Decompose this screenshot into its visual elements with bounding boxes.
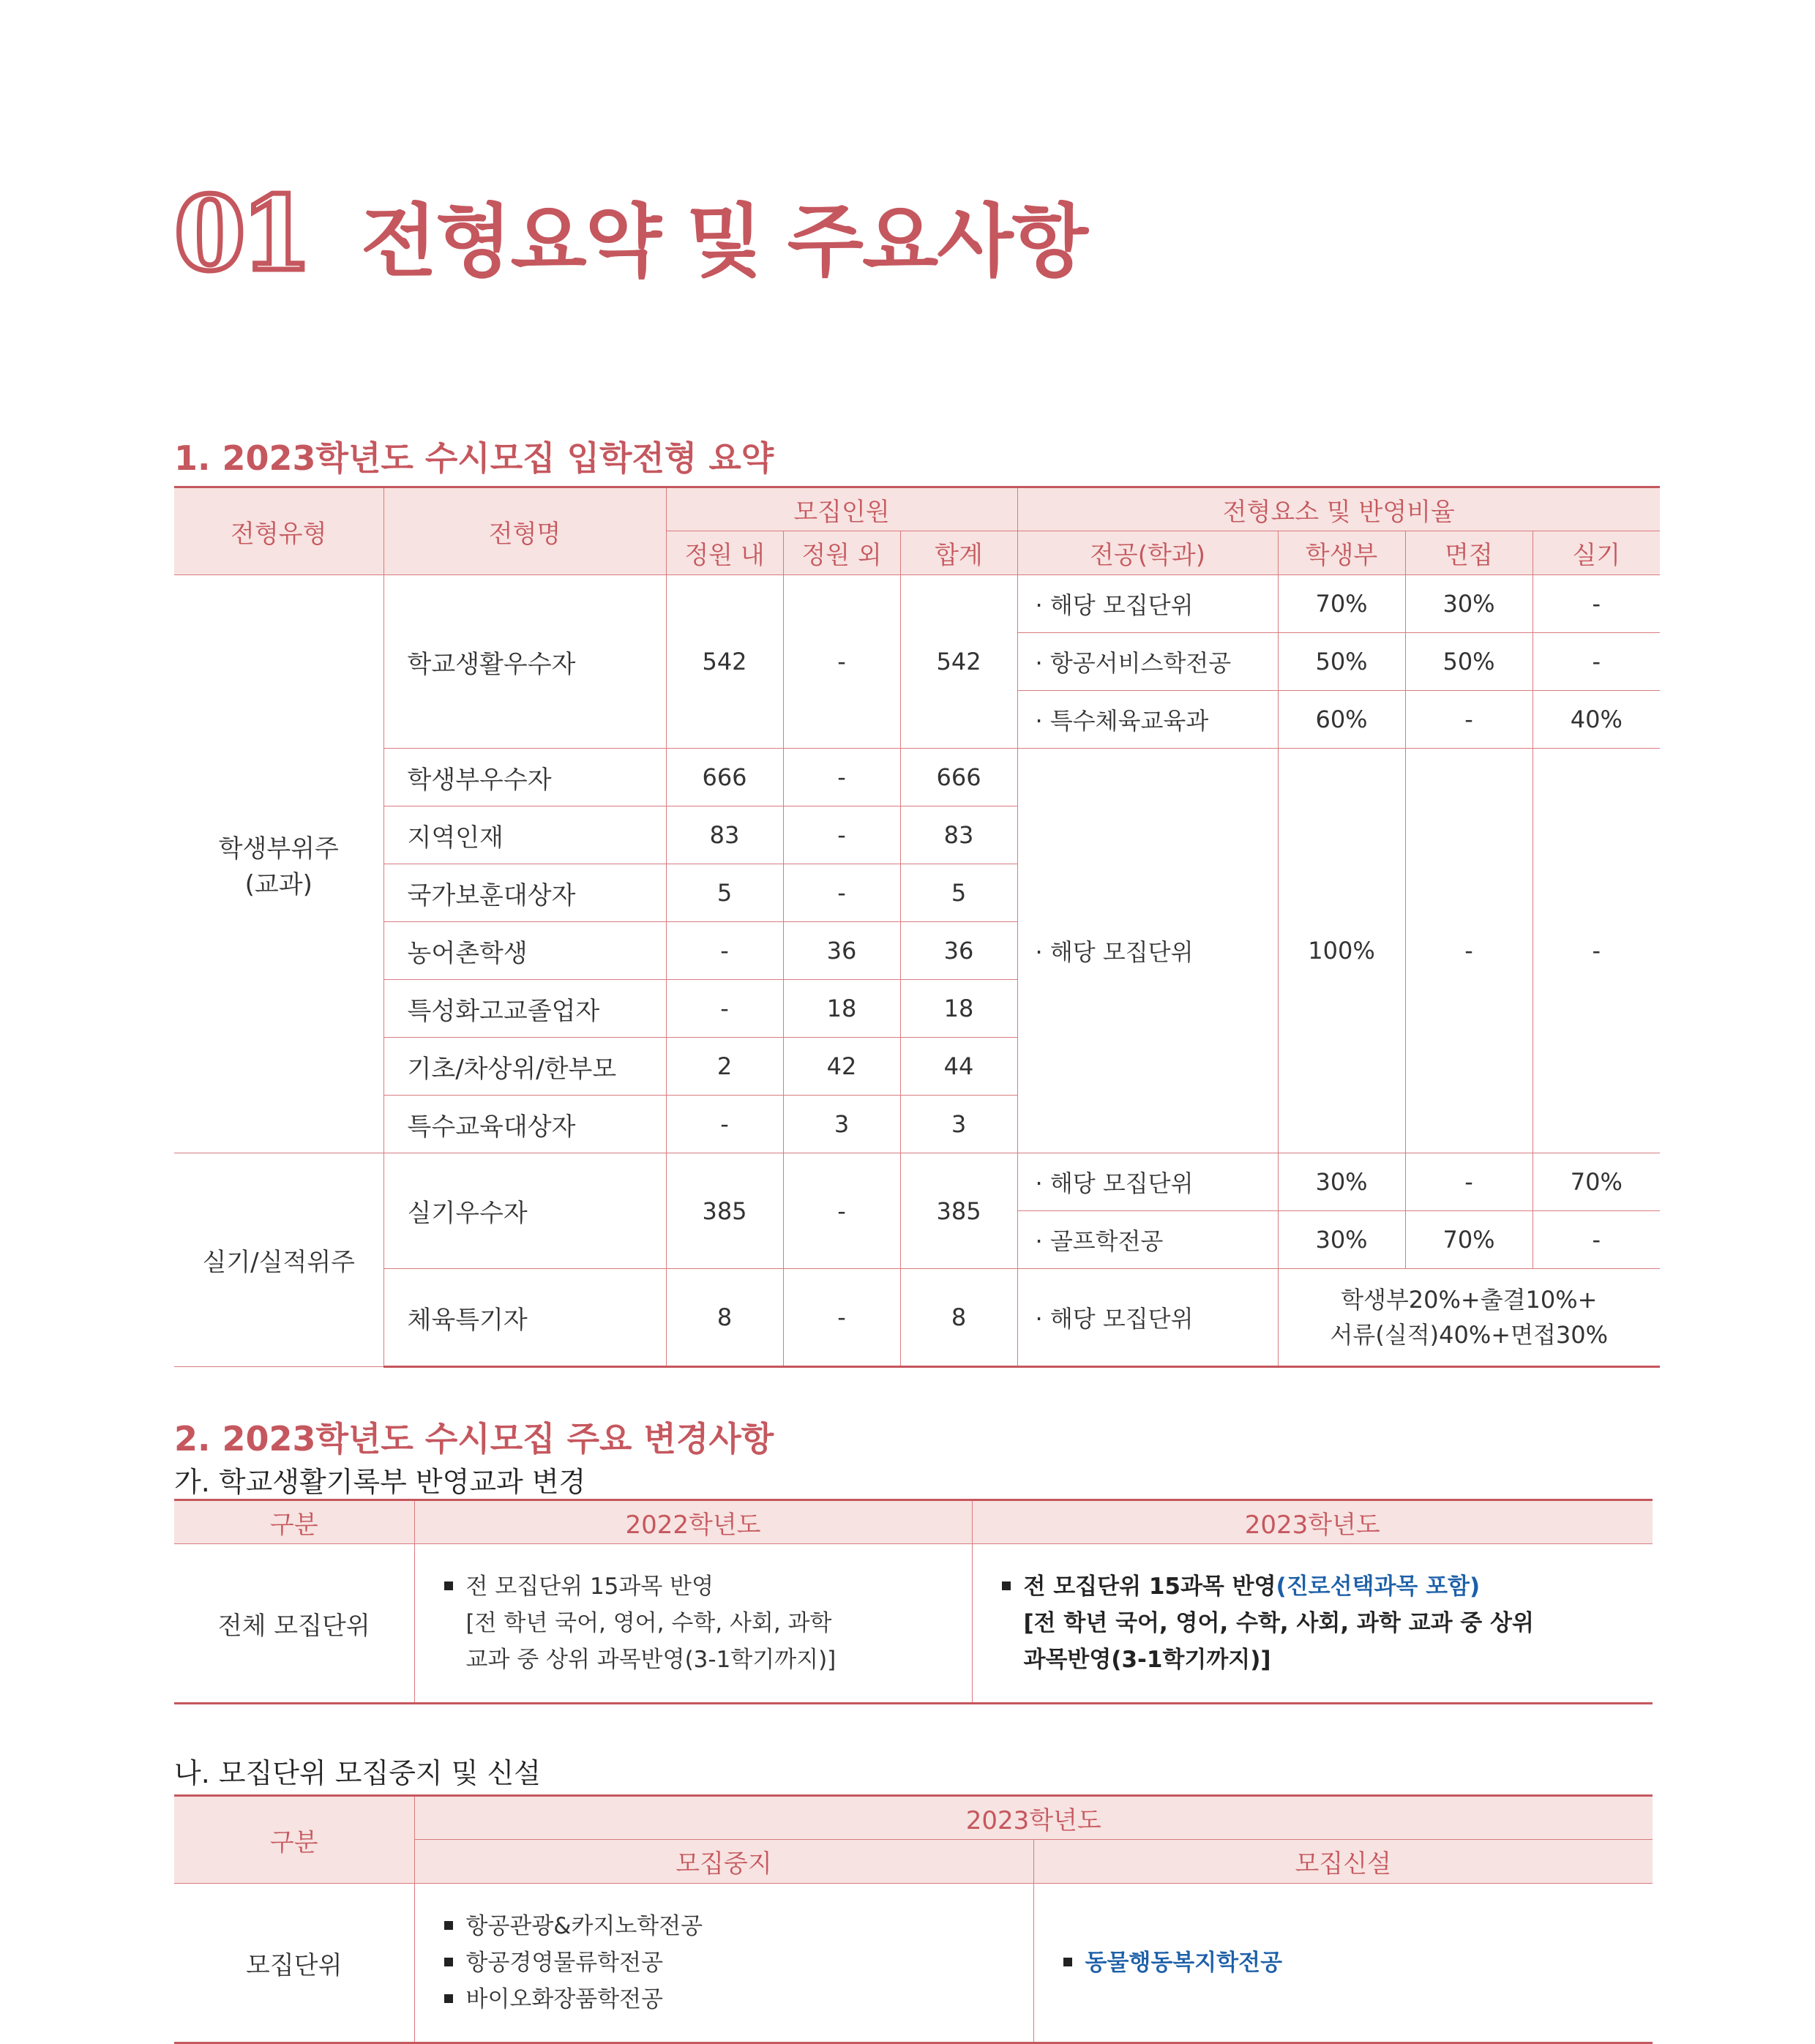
name-cell: 특수교육대상자 — [383, 1096, 666, 1153]
quota-out-cell: 42 — [783, 1038, 900, 1096]
quota-out-cell: 3 — [783, 1096, 900, 1153]
record-cell: 70% — [1278, 575, 1405, 633]
section-number: 01 — [174, 174, 308, 294]
interview-cell: - — [1405, 749, 1533, 1153]
section2-heading: 2. 2023학년도 수시모집 주요 변경사항 — [174, 1419, 774, 1459]
name-cell: 실기우수자 — [383, 1153, 666, 1269]
major-cell: · 특수체육교육과 — [1017, 691, 1278, 749]
table-row — [174, 1153, 1660, 1211]
header-quota-in: 정원 내 — [666, 531, 783, 575]
name-cell: 학교생활우수자 — [383, 575, 666, 749]
quota-in-cell: - — [666, 922, 783, 980]
interview-cell: - — [1405, 1153, 1533, 1211]
quota-total-cell: 83 — [900, 806, 1017, 864]
quota-out-cell: - — [783, 749, 900, 806]
table-row — [174, 1884, 1653, 2043]
record-cell: 100% — [1278, 749, 1405, 1153]
practical-cell: - — [1533, 1211, 1660, 1269]
major-cell: · 해당 모집단위 — [1017, 1153, 1278, 1211]
type-cell: 실기/실적위주 — [174, 1153, 383, 1367]
quota-out-cell: - — [783, 575, 900, 749]
header-2022: 2022학년도 — [414, 1500, 972, 1544]
row-label: 전체 모집단위 — [174, 1544, 414, 1704]
y2022-cell — [414, 1544, 972, 1704]
bullet-icon — [444, 1958, 453, 1966]
practical-cell: 40% — [1533, 691, 1660, 749]
header-record: 학생부 — [1278, 531, 1405, 575]
quota-total-cell: 5 — [900, 864, 1017, 922]
quota-total-cell: 385 — [900, 1153, 1017, 1269]
record-cell: 30% — [1278, 1153, 1405, 1211]
interview-cell: - — [1405, 691, 1533, 749]
section1-heading: 1. 2023학년도 수시모집 입학전형 요약 — [174, 438, 774, 478]
header-major: 전공(학과) — [1017, 531, 1278, 575]
table-row — [174, 1544, 1653, 1704]
quota-total-cell: 8 — [900, 1269, 1017, 1367]
y2023-line: [전 학년 국어, 영어, 수학, 사회, 과학 교과 중 상위 — [1023, 1610, 1534, 1636]
table-row — [174, 1269, 1660, 1367]
major-cell: · 해당 모집단위 — [1017, 1269, 1278, 1367]
quota-total-cell: 542 — [900, 575, 1017, 749]
stopped-cell — [414, 1884, 1033, 2043]
name-cell: 기초/차상위/한부모 — [383, 1038, 666, 1096]
quota-total-cell: 44 — [900, 1038, 1017, 1096]
quota-out-cell: - — [783, 1153, 900, 1269]
major-cell: · 항공서비스학전공 — [1017, 633, 1278, 691]
y2023-highlight: (진로선택과목 포함) — [1276, 1573, 1481, 1600]
new-cell — [1033, 1884, 1653, 2043]
type-cell — [174, 575, 383, 1153]
header-quota-out: 정원 외 — [783, 531, 900, 575]
record-cell: 60% — [1278, 691, 1405, 749]
quota-in-cell: 5 — [666, 864, 783, 922]
header-new: 모집신설 — [1033, 1840, 1653, 1884]
y2023-line: 과목반영(3-1학기까지)] — [1023, 1647, 1271, 1673]
stopped-item: 항공관광&카지노학전공 — [465, 1913, 703, 1939]
header-year: 2023학년도 — [414, 1796, 1653, 1840]
y2023-cell — [972, 1544, 1653, 1704]
name-cell: 지역인재 — [383, 806, 666, 864]
record-cell: 50% — [1278, 633, 1405, 691]
practical-cell: - — [1533, 633, 1660, 691]
new-item: 동물행동복지학전공 — [1085, 1950, 1283, 1976]
quota-out-cell: - — [783, 806, 900, 864]
header-interview: 면접 — [1405, 531, 1533, 575]
quota-in-cell: 8 — [666, 1269, 783, 1367]
quota-in-cell: 385 — [666, 1153, 783, 1269]
table-row — [174, 575, 1660, 633]
y2022-line: 전 모집단위 15과목 반영 — [465, 1573, 714, 1600]
header-stopped: 모집중지 — [414, 1840, 1033, 1884]
y2022-line: [전 학년 국어, 영어, 수학, 사회, 과학 — [465, 1610, 832, 1636]
quota-out-cell: - — [783, 1269, 900, 1367]
interview-cell: 30% — [1405, 575, 1533, 633]
bullet-icon — [1063, 1958, 1072, 1966]
quota-in-cell: 542 — [666, 575, 783, 749]
major-cell: · 골프학전공 — [1017, 1211, 1278, 1269]
practical-cell: 70% — [1533, 1153, 1660, 1211]
page-title — [174, 176, 1087, 293]
name-cell: 국가보훈대상자 — [383, 864, 666, 922]
name-cell: 체육특기자 — [383, 1269, 666, 1367]
stopped-item: 바이오화장품학전공 — [465, 1986, 664, 2013]
y2023-line: 전 모집단위 15과목 반영 — [1023, 1573, 1276, 1600]
header-2023: 2023학년도 — [972, 1500, 1653, 1544]
sub-b-heading: 나. 모집단위 모집중지 및 신설 — [174, 1757, 541, 1789]
name-cell: 특성화고교졸업자 — [383, 980, 666, 1038]
quota-in-cell: 666 — [666, 749, 783, 806]
quota-out-cell: 36 — [783, 922, 900, 980]
combined-ratio-line1: 학생부20%+출결10%+ — [1341, 1286, 1598, 1314]
practical-cell: - — [1533, 575, 1660, 633]
y2022-line: 교과 중 상위 과목반영(3-1학기까지)] — [465, 1647, 837, 1673]
name-cell: 농어촌학생 — [383, 922, 666, 980]
major-cell: · 해당 모집단위 — [1017, 575, 1278, 633]
interview-cell: 50% — [1405, 633, 1533, 691]
quota-total-cell: 18 — [900, 980, 1017, 1038]
name-cell: 학생부우수자 — [383, 749, 666, 806]
header-category: 구분 — [174, 1796, 414, 1884]
type-label: 학생부위주 — [218, 834, 339, 864]
header-practical: 실기 — [1533, 531, 1660, 575]
quota-in-cell: 83 — [666, 806, 783, 864]
header-type: 전형유형 — [174, 487, 383, 575]
header-category: 구분 — [174, 1500, 414, 1544]
quota-out-cell: 18 — [783, 980, 900, 1038]
interview-cell: 70% — [1405, 1211, 1533, 1269]
quota-out-cell: - — [783, 864, 900, 922]
quota-in-cell: - — [666, 1096, 783, 1153]
combined-ratio-line2: 서류(실적)40%+면접30% — [1330, 1321, 1609, 1349]
header-name: 전형명 — [383, 487, 666, 575]
page-title-text: 전형요약 및 주요사항 — [360, 195, 1087, 288]
combined-ratio-cell — [1278, 1269, 1660, 1367]
header-quota-total: 합계 — [900, 531, 1017, 575]
bullet-icon — [444, 1994, 453, 2003]
sub-a-heading: 가. 학교생활기록부 반영교과 변경 — [174, 1466, 586, 1498]
quota-in-cell: - — [666, 980, 783, 1038]
quota-total-cell: 3 — [900, 1096, 1017, 1153]
major-cell: · 해당 모집단위 — [1017, 749, 1278, 1153]
bullet-icon — [1002, 1581, 1011, 1590]
bullet-icon — [444, 1921, 453, 1930]
stopped-item: 항공경영물류학전공 — [465, 1950, 664, 1976]
table-row — [174, 749, 1660, 806]
quota-total-cell: 36 — [900, 922, 1017, 980]
quota-total-cell: 666 — [900, 749, 1017, 806]
header-quota: 모집인원 — [666, 487, 1017, 531]
record-cell: 30% — [1278, 1211, 1405, 1269]
subject-change-table — [174, 1499, 1653, 1704]
header-elements: 전형요소 및 반영비율 — [1017, 487, 1660, 531]
unit-change-table — [174, 1794, 1653, 2044]
row-label: 모집단위 — [174, 1884, 414, 2043]
type-label-sub: (교과) — [244, 869, 313, 899]
quota-in-cell: 2 — [666, 1038, 783, 1096]
bullet-icon — [444, 1581, 453, 1590]
practical-cell: - — [1533, 749, 1660, 1153]
admission-summary-table — [174, 486, 1660, 1368]
